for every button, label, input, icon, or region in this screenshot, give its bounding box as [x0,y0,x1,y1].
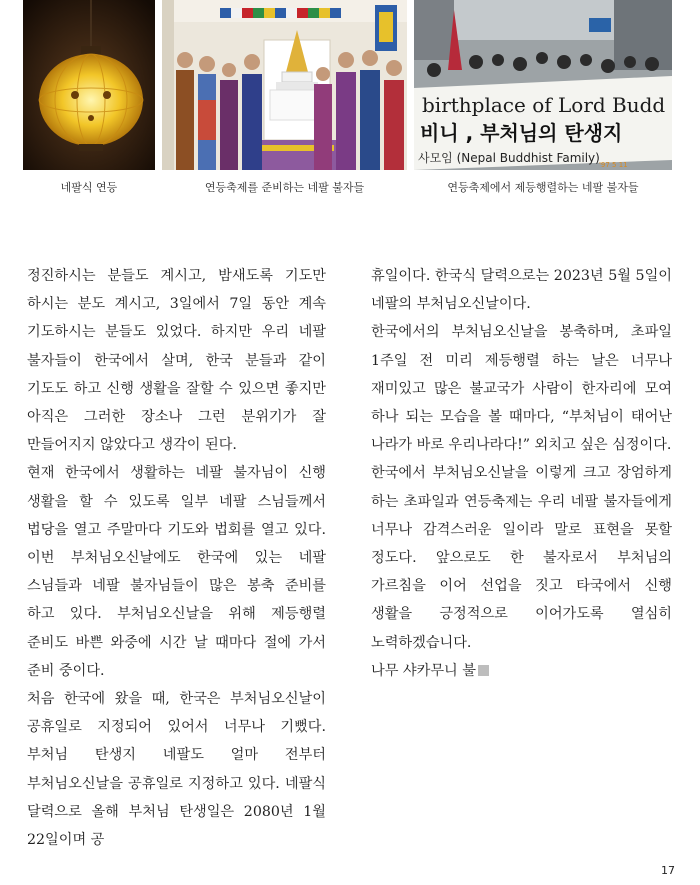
temple-preparation-photo [162,0,407,170]
paragraph: 현재 한국에서 생활하는 네팔 불자님이 신행 생활을 할 수 있도록 일부 네팔 스님들께서 법당을 열고 주말마다 기도와 법회를 열고 있다. 이번 부처님오신날에도 한국에 있는 네팔 스님들과 네팔 불자님들이 많은 봉축 준비를 하고 있다. 부처님오신날을 위해 제등행렬 준비도 바쁜 와중에 시간 날 때마다 절에 가서 준비 중이다. [27,465,326,679]
nepali-lantern-photo [23,0,155,170]
signoff: 나무 샤카무니 불 [371,662,476,679]
paragraph: 한국에서의 부처님오신날을 봉축하며, 초파일 1주일 전 미리 제등행렬 하는 날은 너무나 재미있고 많은 불교국가 사람이 한자리에 모여 하나 되는 모습을 볼 때마다, “부처님이 태어난 나라가 바로 우리나라다!” 외치고 싶은 심정이다. [371,324,672,454]
banner-number: '97 5 11 [599,161,628,169]
paragraph: 처음 한국에 왔을 때, 한국은 부처님오신날이 공휴일로 지정되어 있어서 너무나 기뻤다. 부처님 탄생지 네팔도 얼마 전부터 부처님오신날을 공휴일로 지정하고 있다. 네팔식 달력으로 올해 부처님 탄생일은 2080년 1월 22일이며 공 [27,691,326,849]
article-right-column [371,262,672,685]
banner-line3: 사모임 (Nepal Buddhist Family) [418,151,600,165]
paragraph: 정진하시는 분들도 계시고, 밤새도록 기도만 하시는 분도 계시고, 3일에서 7일 동안 계속 기도하시는 분들도 있었다. 하지만 우리 네팔 불자들이 한국에서 살며, 한국 분들과 같이 기도도 하고 신행 생활을 잘할 수 있으면 좋지만 아직은 그러한 장소나 그런 분위기가 잘 만들어지지 않았다고 생각이 된다. [27,268,326,454]
banner-line1: birthplace of Lord Budd [422,93,666,117]
banner-line2: 비니 , 부처님의 탄생지 [420,121,623,145]
paragraph: 휴일이다. 한국식 달력으로는 2023년 5월 5일이 네팔의 부처님오신날이다. [371,268,672,313]
lantern-caption: 네팔식 연등 [60,181,118,194]
article-left-column [27,262,326,854]
signoff-line [371,657,672,685]
paragraph: 한국에서 부처님오신날을 이렇게 크고 장엄하게 하는 초파일과 연등축제는 우리 네팔 불자들에게 너무나 감격스러운 일이라 말로 표현을 못할 정도다. 앞으로도 한 불자로서 부처님의 가르침을 이어 선업을 짓고 타국에서 신행 생활을 긍정적으로 이어가도록 열심히 노력하겠습니다. [371,465,672,651]
missing-glyph-icon [478,665,489,676]
page-number: 17 [661,864,675,877]
temple-caption: 연등축제를 준비하는 네팔 불자들 [204,181,365,194]
parade-caption: 연등축제에서 제등행렬하는 네팔 불자들 [447,181,639,194]
lantern-parade-photo [414,0,672,170]
